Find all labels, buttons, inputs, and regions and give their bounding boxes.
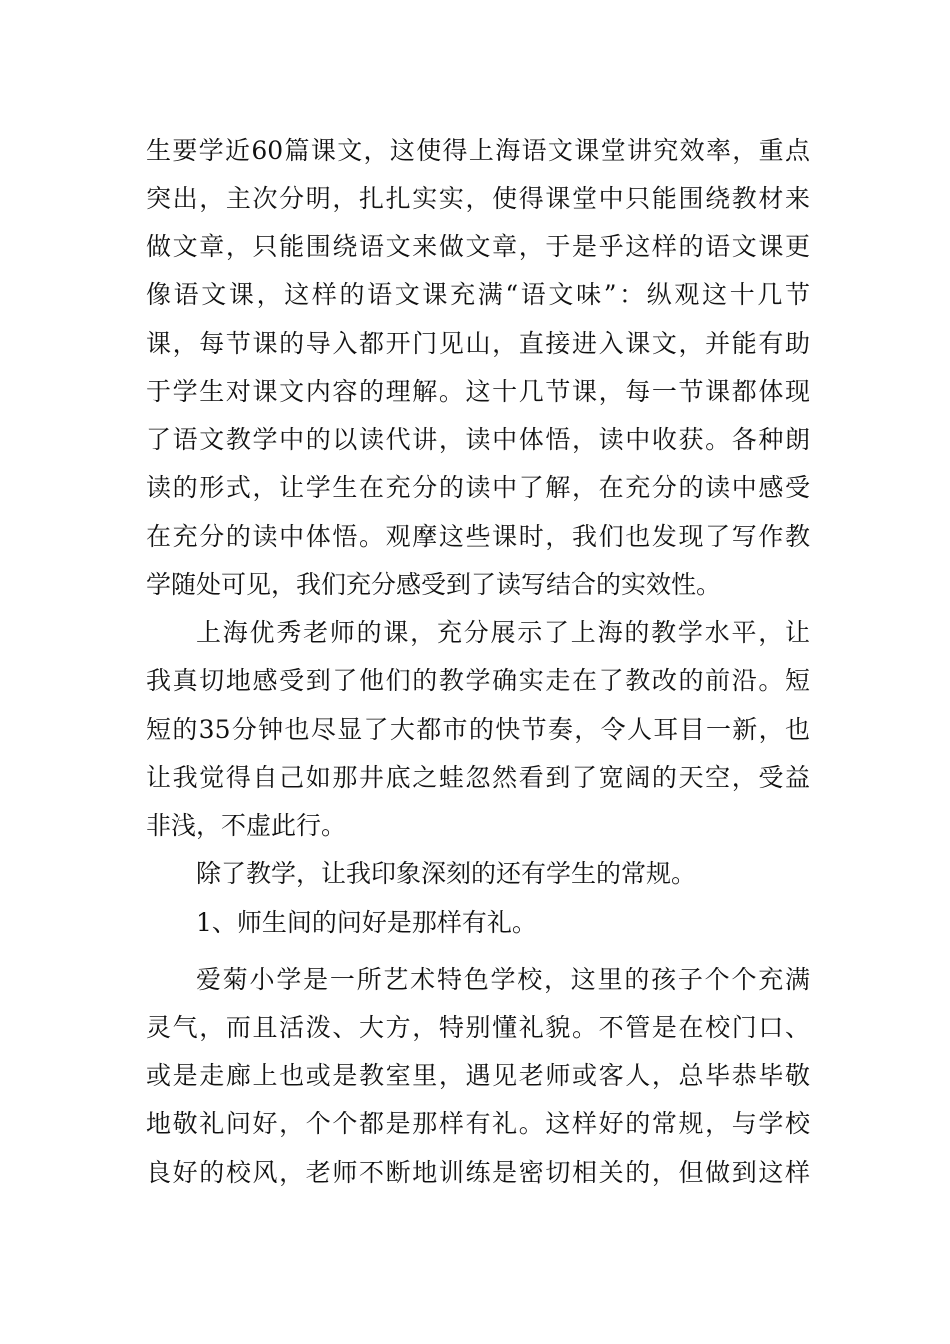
text-line: 课，每节课的导入都开门见山，直接进入课文，并能有助: [146, 329, 810, 358]
text-line: 短的35分钟也尽显了大都市的快节奏，令人耳目一新，也: [146, 715, 810, 744]
text-line: 了语文教学中的以读代讲，读中体悟，读中收获。各种朗: [146, 425, 810, 454]
text-line: 做文章，只能围绕语文来做文章，于是乎这样的语文课更: [146, 232, 810, 261]
section-heading: 1、师生间的问好是那样有礼。: [196, 908, 537, 937]
text-line: 在充分的读中体悟。观摩这些课时，我们也发现了写作教: [146, 522, 810, 551]
text-line: 生要学近60篇课文，这使得上海语文课堂讲究效率，重点: [146, 136, 810, 165]
paragraph-first-line: 上海优秀老师的课，充分展示了上海的教学水平，让: [196, 618, 810, 647]
text-line: 让我觉得自己如那井底之蛙忽然看到了宽阔的天空，受益: [146, 763, 810, 792]
text-line: 像语文课，这样的语文课充满“语文味”：纵观这十几节: [146, 280, 810, 309]
paragraph-first-line: 除了教学，让我印象深刻的还有学生的常规。: [196, 859, 697, 888]
text-line: 读的形式，让学生在充分的读中了解，在充分的读中感受: [146, 473, 810, 502]
text-line: 突出，主次分明，扎扎实实，使得课堂中只能围绕教材来: [146, 184, 810, 213]
text-line: 学随处可见，我们充分感受到了读写结合的实效性。: [146, 570, 722, 599]
text-line: 良好的校风，老师不断地训练是密切相关的，但做到这样: [146, 1158, 810, 1187]
text-line: 于学生对课文内容的理解。这十几节课，每一节课都体现: [146, 377, 810, 406]
text-line: 我真切地感受到了他们的教学确实走在了教改的前沿。短: [146, 666, 810, 695]
text-line: 或是走廊上也或是教室里，遇见老师或客人，总毕恭毕敬: [146, 1061, 810, 1090]
paragraph-first-line: 爱菊小学是一所艺术特色学校，这里的孩子个个充满: [196, 965, 810, 994]
text-line: 灵气，而且活泼、大方，特别懂礼貌。不管是在校门口、: [146, 1013, 810, 1042]
text-line: 地敬礼问好，个个都是那样有礼。这样好的常规，与学校: [146, 1109, 810, 1138]
text-line: 非浅，不虚此行。: [146, 811, 347, 840]
